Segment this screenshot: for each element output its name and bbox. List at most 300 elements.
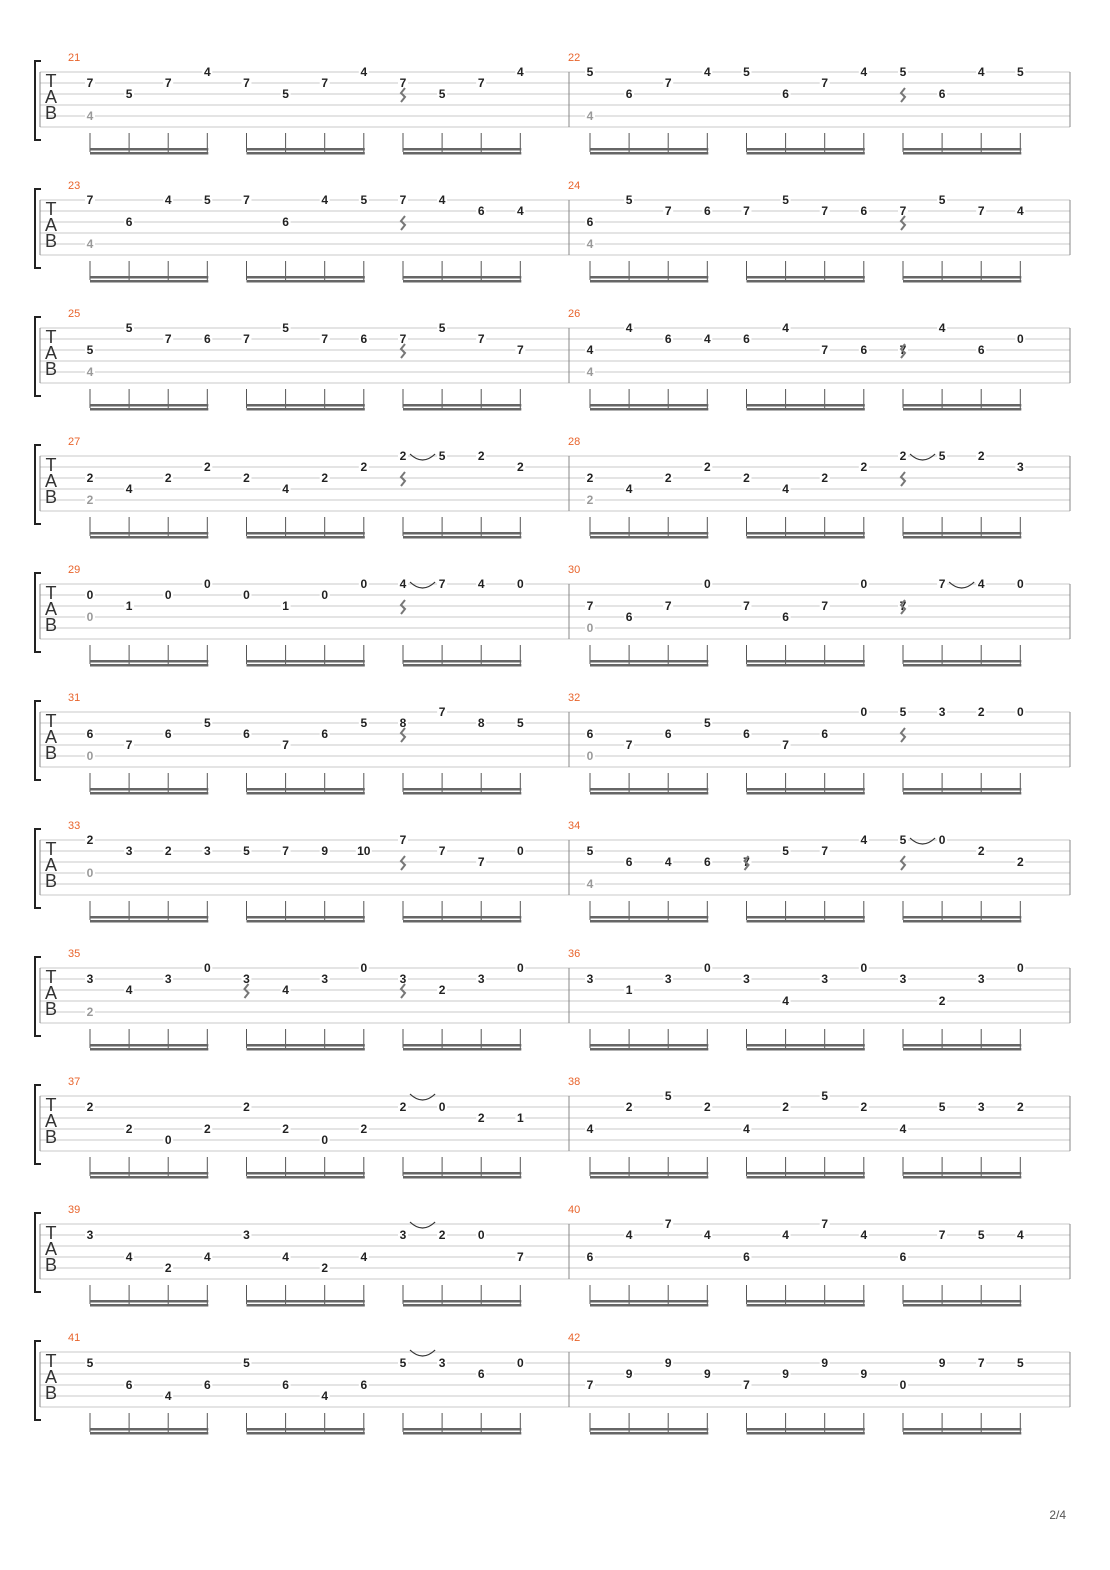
fret-number: 7 [243,76,250,90]
fret-number: 6 [477,204,485,218]
fret-number: 1 [282,599,289,613]
fret-number: 2 [243,1100,250,1114]
fret-number: 2 [360,1122,368,1136]
fret-number: 8 [477,716,485,730]
rest-symbol [245,984,249,998]
fret-number: 4 [860,833,868,847]
fret-number: 0 [1016,577,1024,591]
fret-number: 7 [399,76,407,90]
measure-number: 26 [568,308,581,320]
measure [68,948,525,1051]
tab-system [35,1332,1070,1435]
measure-number: 39 [68,1204,81,1216]
fret-number: 6 [282,215,289,229]
beam [90,664,208,667]
beam [590,1432,708,1435]
fret-number: 3 [86,972,94,986]
beam [403,1172,521,1175]
beam [247,1304,365,1307]
measure [68,180,525,283]
fret-number: 5 [360,193,368,207]
tab-clef-letter: B [44,999,58,1019]
fret-number: 2 [703,1100,711,1114]
measure [568,1076,1025,1179]
fret-number: 6 [203,332,211,346]
beam [747,664,865,667]
fret-number: 5 [743,65,750,79]
fret-number: 6 [321,727,329,741]
fret-number: 6 [125,215,133,229]
fret-number: 4 [321,1389,329,1403]
fret-number: 2 [625,1100,633,1114]
beam [590,1176,708,1179]
tab-clef-letter: B [44,231,58,251]
beam [403,788,521,791]
fret-number: 0 [1016,961,1024,975]
beam [247,664,365,667]
fret-number: 5 [125,87,133,101]
fret-number: 3 [438,1356,446,1370]
fret-number: 2 [203,460,211,474]
fret-number: 4 [399,577,407,591]
beam [590,660,708,663]
fret-number: 4 [586,343,594,357]
fret-number: 5 [1016,65,1024,79]
fret-number: 2 [399,1100,407,1114]
measure-number: 40 [568,1204,581,1216]
rest-symbol [901,856,905,870]
rest-symbol [401,984,405,998]
beam [247,408,365,411]
measure [568,564,1025,667]
fret-number: 4 [86,365,94,379]
tab-clef-letter: B [44,1255,58,1275]
fret-number: 9 [321,844,329,858]
tab-clef-letter: A [44,343,58,363]
beam [903,916,1021,919]
beam [90,532,208,535]
beam [403,536,521,539]
fret-number: 7 [664,1217,672,1231]
fret-number: 6 [586,215,594,229]
fret-number: 5 [243,1356,250,1370]
fret-number: 7 [938,577,946,591]
measure [568,436,1025,539]
tab-clef-letter: B [44,359,58,379]
fret-number: 7 [243,193,250,207]
fret-number: 7 [321,332,329,346]
fret-number: 7 [743,599,750,613]
fret-number: 5 [899,833,907,847]
measure [68,308,525,411]
beam [90,1304,208,1307]
beam [90,1428,208,1431]
beam [90,660,208,663]
fret-number: 7 [821,1217,829,1231]
fret-number: 0 [938,833,946,847]
measure-number: 25 [68,308,81,320]
fret-number: 2 [438,1228,446,1242]
slur [410,1222,435,1228]
fret-number: 0 [703,577,711,591]
beam [90,148,208,151]
fret-number: 0 [586,749,594,763]
slur [910,454,935,460]
beam [903,1432,1021,1435]
fret-number: 4 [125,983,133,997]
fret-number: 0 [360,577,368,591]
fret-number: 4 [516,204,524,218]
fret-number: 7 [399,193,407,207]
tab-clef-letter: B [44,871,58,891]
beam [90,280,208,283]
fret-number: 2 [977,449,985,463]
fret-number: 2 [203,1122,211,1136]
fret-number: 7 [516,1250,524,1264]
fret-number: 4 [782,482,789,496]
fret-number: 5 [516,716,524,730]
fret-number: 6 [703,855,711,869]
beam [247,148,365,151]
beam [590,408,708,411]
fret-number: 6 [703,204,711,218]
fret-number: 7 [977,1356,985,1370]
fret-number: 2 [477,1111,485,1125]
fret-number: 2 [586,493,594,507]
beam [903,536,1021,539]
fret-number: 3 [821,972,829,986]
beam [90,276,208,279]
fret-number: 7 [938,1228,946,1242]
fret-number: 5 [782,193,789,207]
beam [590,148,708,151]
tab-clef-letter: B [44,103,58,123]
fret-number: 2 [860,460,868,474]
fret-number: 4 [703,65,711,79]
fret-number: 0 [477,1228,485,1242]
fret-number: 5 [821,1089,829,1103]
fret-number: 6 [664,332,672,346]
tab-system [35,308,1070,411]
fret-number: 2 [125,1122,133,1136]
tab-clef-letter: B [44,615,58,635]
measure-number: 23 [68,180,81,192]
tab-clef-letter: T [45,583,57,603]
measure [568,948,1025,1051]
fret-number: 4 [1016,1228,1024,1242]
tab-clef-letter: A [44,1111,58,1131]
fret-number: 2 [243,471,250,485]
beam [403,404,521,407]
beam [590,1304,708,1307]
beam [90,152,208,155]
fret-number: 2 [86,1100,94,1114]
fret-number: 7 [321,76,329,90]
fret-number: 4 [164,1389,172,1403]
measure [568,52,1025,155]
fret-number: 4 [477,577,485,591]
fret-number: 2 [1016,1100,1024,1114]
fret-number: 7 [977,204,985,218]
fret-number: 4 [899,1122,907,1136]
fret-number: 0 [860,961,868,975]
beam [590,280,708,283]
measure-number: 32 [568,692,581,704]
slur [410,582,435,588]
fret-number: 6 [625,855,633,869]
fret-number: 4 [703,332,711,346]
beam [247,1300,365,1303]
fret-number: 7 [586,599,594,613]
fret-number: 6 [203,1378,211,1392]
fret-number: 5 [203,193,211,207]
beam [403,1044,521,1047]
beam [903,1048,1021,1051]
tab-system [35,1076,1070,1179]
slur [410,454,435,460]
beam [403,1432,521,1435]
beam [903,276,1021,279]
fret-number: 5 [664,1089,672,1103]
rest-symbol [401,88,405,102]
fret-number: 7 [664,76,672,90]
beam [747,1048,865,1051]
tab-system [35,948,1070,1051]
tab-system [35,692,1070,795]
fret-number: 4 [282,1250,289,1264]
fret-number: 6 [938,87,946,101]
beam [247,1048,365,1051]
beam [247,1428,365,1431]
fret-number: 2 [703,460,711,474]
fret-number: 7 [438,705,446,719]
fret-number: 6 [86,727,94,741]
beam [247,536,365,539]
fret-number: 2 [477,449,485,463]
fret-number: 6 [586,1250,594,1264]
fret-number: 0 [86,588,94,602]
beam [590,152,708,155]
fret-number: 7 [438,844,446,858]
fret-number: 4 [586,1122,594,1136]
fret-number: 9 [703,1367,711,1381]
beam [403,408,521,411]
fret-number: 3 [1016,460,1024,474]
beam [403,280,521,283]
beam [247,532,365,535]
fret-number: 3 [899,972,907,986]
fret-number: 6 [860,204,868,218]
beam [90,1300,208,1303]
fret-number: 3 [664,972,672,986]
fret-number: 4 [282,482,289,496]
beam [903,532,1021,535]
fret-number: 4 [321,193,329,207]
fret-number: 3 [243,1228,250,1242]
fret-number: 2 [86,493,94,507]
fret-number: 5 [899,705,907,719]
fret-number: 7 [438,577,446,591]
fret-number: 6 [782,610,789,624]
fret-number: 4 [586,237,594,251]
fret-number: 4 [625,482,633,496]
page-number: 2/4 [1049,1508,1066,1522]
fret-number: 0 [1016,332,1024,346]
beam [903,664,1021,667]
beam [747,1428,865,1431]
fret-number: 2 [164,471,172,485]
fret-number: 5 [438,449,446,463]
beam [247,1432,365,1435]
fret-number: 2 [938,994,946,1008]
tab-system [35,180,1070,283]
beam [403,1428,521,1431]
measure [68,1076,525,1179]
fret-number: 4 [938,321,946,335]
beam [90,920,208,923]
fret-number: 3 [321,972,329,986]
measure [68,1332,525,1435]
rest-symbol [901,728,905,742]
fret-number: 0 [516,1356,524,1370]
fret-number: 7 [282,738,289,752]
fret-number: 4 [860,65,868,79]
beam [903,152,1021,155]
fret-number: 4 [86,109,94,123]
tab-system [35,820,1070,923]
measure [68,820,525,923]
fret-number: 4 [782,321,789,335]
fret-number: 3 [977,972,985,986]
fret-number: 2 [899,449,907,463]
fret-number: 0 [860,577,868,591]
beam [590,532,708,535]
fret-number: 7 [743,855,750,869]
fret-number: 5 [86,1356,94,1370]
beam [903,660,1021,663]
fret-number: 6 [243,727,250,741]
fret-number: 1 [625,983,633,997]
measure-number: 35 [68,948,81,960]
fret-number: 2 [664,471,672,485]
fret-number: 3 [86,1228,94,1242]
measure-number: 22 [568,52,581,64]
measure-number: 27 [68,436,81,448]
fret-number: 2 [86,471,94,485]
fret-number: 4 [125,1250,133,1264]
measure-number: 21 [68,52,81,64]
beam [747,792,865,795]
rest-symbol [401,728,405,742]
fret-number: 2 [164,1261,172,1275]
fret-number: 1 [125,599,133,613]
rest-symbol [901,472,905,486]
fret-number: 10 [357,844,371,858]
beam [903,792,1021,795]
fret-number: 4 [977,577,985,591]
beam [403,916,521,919]
fret-number: 4 [164,193,172,207]
rest-symbol [401,856,405,870]
fret-number: 9 [625,1367,633,1381]
fret-number: 4 [86,237,94,251]
fret-number: 6 [477,1367,485,1381]
fret-number: 4 [782,1228,789,1242]
measure [68,52,525,155]
fret-number: 3 [203,844,211,858]
rest-symbol [401,344,405,358]
beam [747,788,865,791]
fret-number: 6 [282,1378,289,1392]
fret-number: 6 [899,1250,907,1264]
tab-system [35,1204,1070,1307]
tab-clef-letter: A [44,855,58,875]
slur [410,1094,435,1100]
fret-number: 6 [625,87,633,101]
beam [747,276,865,279]
beam [747,1176,865,1179]
beam [903,280,1021,283]
fret-number: 6 [586,727,594,741]
tab-clef-letter: B [44,743,58,763]
fret-number: 3 [977,1100,985,1114]
measure-number: 29 [68,564,81,576]
beam [903,148,1021,151]
tab-clef-letter: B [44,1383,58,1403]
fret-number: 5 [399,1356,407,1370]
fret-number: 7 [899,343,907,357]
fret-number: 4 [703,1228,711,1242]
fret-number: 7 [86,76,94,90]
beam [247,276,365,279]
fret-number: 7 [282,844,289,858]
fret-number: 0 [516,577,524,591]
beam [590,664,708,667]
beam [247,920,365,923]
slur [910,838,935,844]
measure-number: 34 [568,820,581,832]
beam [90,788,208,791]
beam [403,532,521,535]
fret-number: 5 [586,65,594,79]
fret-number: 6 [125,1378,133,1392]
fret-number: 7 [125,738,133,752]
fret-number: 9 [821,1356,829,1370]
fret-number: 3 [477,972,485,986]
beam [403,660,521,663]
tab-clef-letter: T [45,199,57,219]
fret-number: 7 [821,599,829,613]
beam [403,152,521,155]
beam [247,152,365,155]
tab-clef-letter: T [45,1095,57,1115]
beam [403,1300,521,1303]
beam [590,1428,708,1431]
tab-system [35,564,1070,667]
fret-number: 5 [938,193,946,207]
rest-symbol [901,216,905,230]
fret-number: 6 [821,727,829,741]
measure [568,308,1025,411]
beam [590,1044,708,1047]
fret-number: 5 [782,844,789,858]
slur [949,582,974,588]
beam [590,788,708,791]
measure-number: 36 [568,948,581,960]
fret-number: 5 [438,87,446,101]
fret-number: 5 [203,716,211,730]
slur [410,1350,435,1356]
